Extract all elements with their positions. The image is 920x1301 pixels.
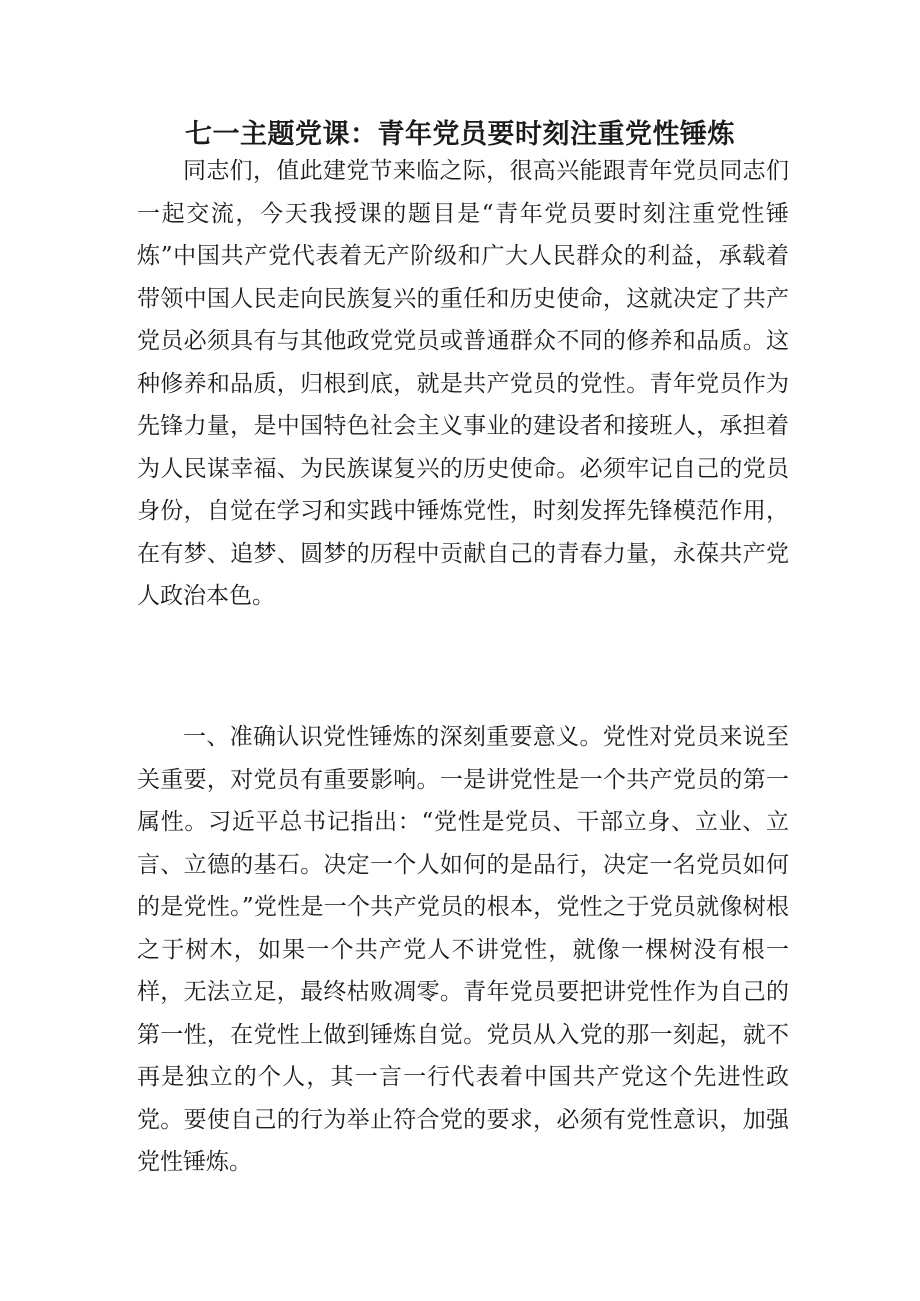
body-paragraph: 一、准确认识党性锤炼的深刻重要意义。党性对党员来说至关重要，对党员有重要影响。一是讲党性是一个共产党员的第一属性。习近平总书记指出：“党性是党员、干部立身、立业、立言、立德的基石。决定一个人如何的是品行，决定一名党员如何的是党性。”党性是一个共产党员的根本，党性之于党员就像树根之于树木，如果一个共产党人不讲党性，就像一棵树没有根一样，无法立足，最终枯败凋零。青年党员要把讲党性作为自己的第一性，在党性上做到锤炼自觉。党员从入党的那一刻起，就不再是独立的个人，其一言一行代表着中国共产党这个先进性政党。要使自己的行为举止符合党的要求，必须有党性意识，加强党性锤炼。: [137, 724, 789, 1175]
document-title: 七一主题党课：青年党员要时刻注重党性锤炼: [185, 119, 735, 150]
body-paragraph: 同志们，值此建党节来临之际，很高兴能跟青年党员同志们一起交流，今天我授课的题目是“青年党员要时刻注重党性锤炼”中国共产党代表着无产阶级和广大人民群众的利益，承载着带领中国人民走向民族复兴的重任和历史使命，这就决定了共产党员必须具有与其他政党党员或普通群众不同的修养和品质。这种修养和品质，归根到底，就是共产党员的党性。青年党员作为先锋力量，是中国特色社会主义事业的建设者和接班人，承担着为人民谋幸福、为民族谋复兴的历史使命。必须牢记自己的党员身份，自觉在学习和实践中锤炼党性，时刻发挥先锋模范作用，在有梦、追梦、圆梦的历程中贡献自己的青春力量，永葆共产党人政治本色。: [137, 158, 789, 609]
